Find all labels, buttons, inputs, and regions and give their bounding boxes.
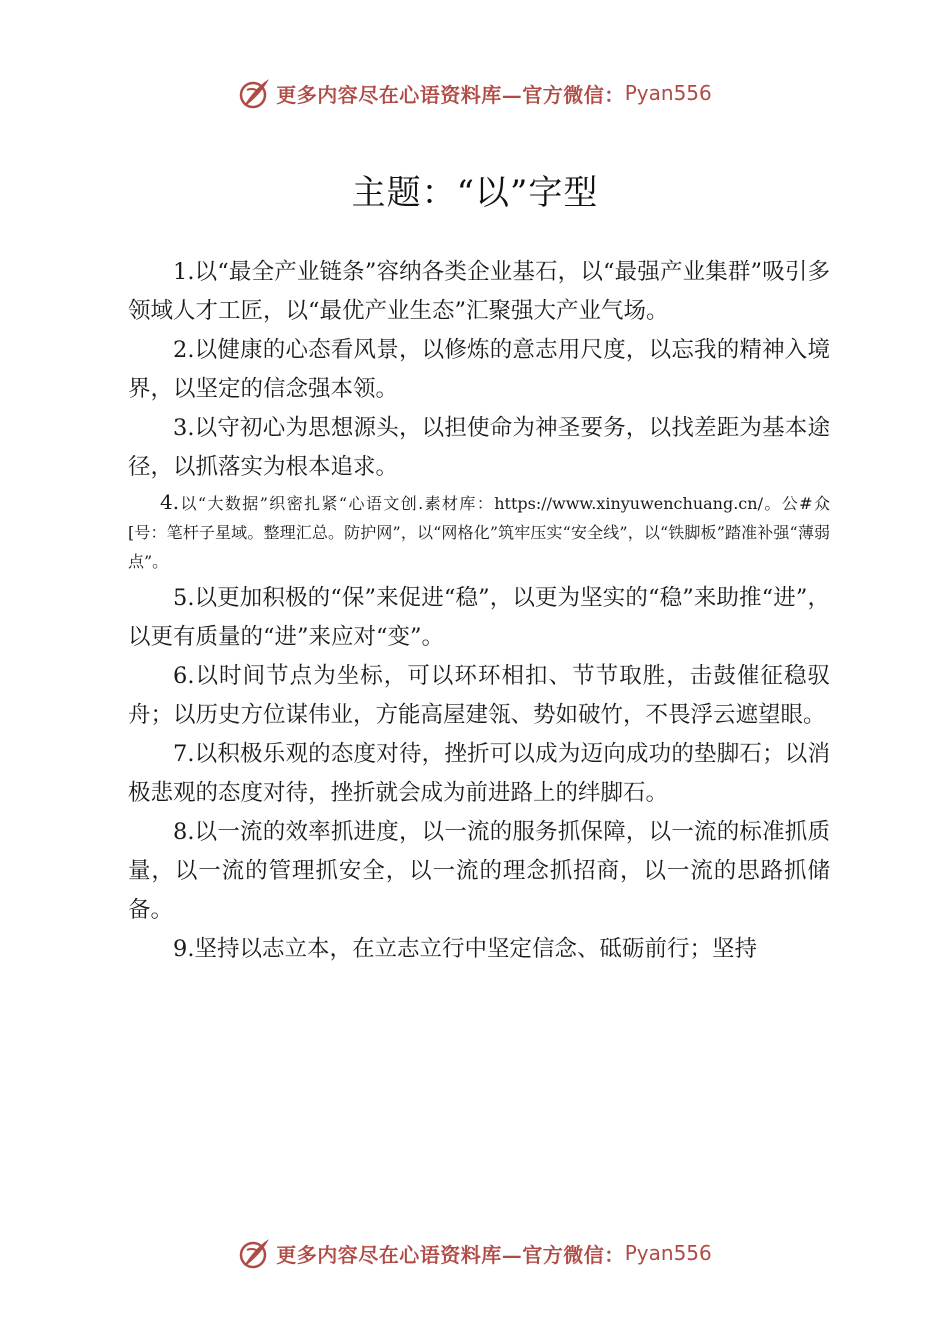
paragraph-6: 6.以时间节点为坐标，可以环环相扣、节节取胜，击鼓催征稳驭舟；以历史方位谋伟业，方能高屋建瓴、势如破竹，不畏浮云遮望眼。 bbox=[128, 663, 830, 728]
footer-banner bbox=[0, 1233, 950, 1273]
quill-logo-icon bbox=[238, 1236, 272, 1270]
paragraph-8: 8.以一流的效率抓进度，以一流的服务抓保障，以一流的标准抓质量，以一流的管理抓安全，以一流的理念抓招商，以一流的思路抓储备。 bbox=[128, 819, 830, 923]
paragraph-3: 3.以守初心为思想源头，以担使命为神圣要务，以找差距为基本途径，以抓落实为根本追求。 bbox=[128, 415, 830, 480]
paragraph-4-text: 以“大数据”织密扎紧“心语文创.素材库：https://www.xinyuwenchuang.cn/。公#众[号：笔杆子星域。整理汇总。防护网”，以“网格化”筑牢压实“安全线”，以“铁脚板”踏准补强“薄弱点”。 bbox=[128, 494, 830, 571]
page-title: 主题：“以”字型 bbox=[351, 173, 599, 213]
document-body bbox=[128, 253, 830, 969]
paragraph-4-number: 4. bbox=[160, 490, 180, 514]
banner-wechat-id: Pyan556 bbox=[624, 81, 712, 105]
quill-logo-icon bbox=[238, 76, 272, 110]
banner-text: 更多内容尽在心语资料库—官方微信： bbox=[276, 1242, 625, 1267]
paragraph-5: 5.以更加积极的“保”来促进“稳”，以更为坚实的“稳”来助推“进”，以更有质量的“进”来应对“变”。 bbox=[128, 585, 830, 650]
banner-text: 更多内容尽在心语资料库—官方微信： bbox=[276, 82, 625, 107]
header-banner bbox=[0, 73, 950, 113]
paragraph-2: 2.以健康的心态看风景，以修炼的意志用尺度，以忘我的精神入境界，以坚定的信念强本领。 bbox=[128, 337, 830, 402]
paragraph-7: 7.以积极乐观的态度对待，挫折可以成为迈向成功的垫脚石；以消极悲观的态度对待，挫折就会成为前进路上的绊脚石。 bbox=[128, 741, 830, 806]
paragraph-9: 9.坚持以志立本，在立志立行中坚定信念、砥砺前行；坚持 bbox=[173, 936, 757, 962]
paragraph-1: 1.以“最全产业链条”容纳各类企业基石，以“最强产业集群”吸引多领域人才工匠，以“最优产业生态”汇聚强大产业气场。 bbox=[128, 259, 830, 324]
paragraph-4 bbox=[128, 487, 830, 579]
banner-wechat-id: Pyan556 bbox=[624, 1241, 712, 1265]
